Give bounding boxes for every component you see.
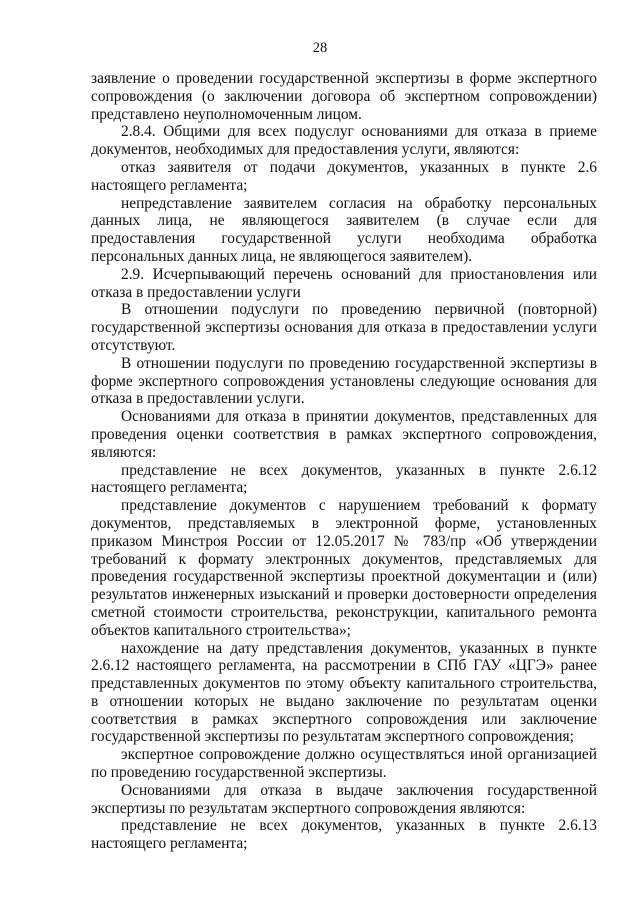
paragraph: отказ заявителя от подачи документов, указанных в пункте 2.6 настоящего регламента;	[91, 158, 597, 194]
page-number: 28	[312, 40, 328, 56]
paragraph: представление не всех документов, указанных в пункте 2.6.12 настоящего регламента;	[91, 461, 597, 497]
paragraph: непредставление заявителем согласия на обработку персональных данных лица, не являющегося заявителем (в случае если для предоставления государственной услуги необходима обработка персональных данных лица, не являющегося заявителем).	[91, 194, 597, 265]
paragraph: нахождение на дату представления документов, указанных в пункте 2.6.12 настоящего регламента, на рассмотрении в СПб ГАУ «ЦГЭ» ранее представленных документов по этому объекту капитального строительства, в отношении которых не выдано заключение по результатам оценки соответствия в рамках экспертного сопровождения или заключение государственной экспертизы по результатам экспертного сопровождения;	[91, 639, 597, 746]
paragraph: Основаниями для отказа в принятии документов, представленных для проведения оценки соответствия в рамках экспертного сопровождения, являются:	[91, 408, 597, 461]
paragraph: 2.8.4. Общими для всех подуслуг основаниями для отказа в приеме документов, необходимых для предоставления услуги, являются:	[91, 123, 597, 159]
paragraph: представление документов с нарушением требований к формату документов, представляемых в электронной форме, установленных приказом Минстроя России от 12.05.2017 № 783/пр «Об утверждении требований к формату электронных документов, представляемых для проведения государственной экспертизы проектной документации и (или) результатов инженерных изысканий и проверки достоверности определения сметной стоимости строительства, реконструкции, капитального ремонта объектов капитального строительства»;	[91, 497, 597, 639]
paragraph: В отношении подуслуги по проведению государственной экспертизы в форме экспертного сопровождения установлены следующие основания для отказа в предоставлении услуги.	[91, 354, 597, 408]
document-body	[91, 70, 597, 853]
paragraph: представление не всех документов, указанных в пункте 2.6.13 настоящего регламента;	[91, 817, 597, 853]
paragraph: экспертное сопровождение должно осуществляться иной организацией по проведению государственной экспертизы.	[91, 746, 597, 782]
paragraph: заявление о проведении государственной экспертизы в форме экспертного сопровождения (о заключении договора об экспертном сопровождении) представлено неуполномоченным лицом.	[91, 70, 597, 123]
section-heading: 2.9. Исчерпывающий перечень оснований для приостановления или отказа в предоставлении услуги	[91, 265, 597, 301]
paragraph: В отношении подуслуги по проведению первичной (повторной) государственной экспертизы основания для отказа в предоставлении услуги отсутствуют.	[91, 301, 597, 354]
paragraph: Основаниями для отказа в выдаче заключения государственной экспертизы по результатам экспертного сопровождения являются:	[91, 781, 597, 817]
